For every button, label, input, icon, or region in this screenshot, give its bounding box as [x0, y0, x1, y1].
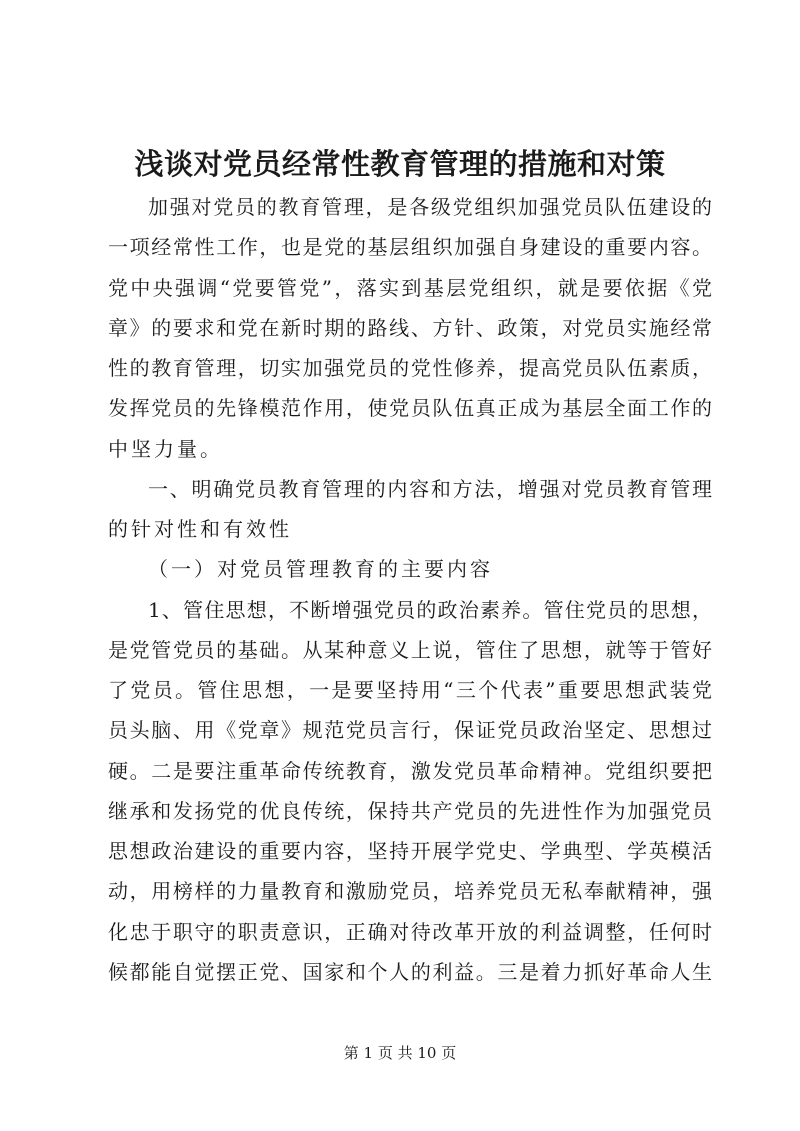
text-line: 思想政治建设的重要内容，坚持开展学党史、学典型、学英模活 [108, 839, 712, 863]
text-line: 动，用榜样的力量教育和激励党员，培养党员无私奉献精神，强 [108, 879, 712, 904]
text-line: 加强对党员的教育管理，是各级党组织加强党员队伍建设的 [148, 195, 712, 219]
text-line: 性的教育管理，切实加强党员的党性修养，提高党员队伍素质， [108, 356, 712, 380]
text-line: 1、管住思想，不断增强党员的政治素养。管住党员的思想， [148, 597, 712, 622]
text-line: 继承和发扬党的优良传统，保持共产党员的先进性作为加强党员 [108, 798, 712, 823]
text-line: 候都能自觉摆正党、国家和个人的利益。三是着力抓好革命人生 [108, 959, 712, 984]
text-line: 发挥党员的先锋模范作用，使党员队伍真正成为基层全面工作的 [108, 396, 712, 421]
text-line: 化忠于职守的职责意识，正确对待改革开放的利益调整，任何时 [108, 919, 712, 944]
text-line: 硬。二是要注重革命传统教育，激发党员革命精神。党组织要把 [108, 758, 712, 783]
text-line: 章》的要求和党在新时期的路线、方针、政策，对党员实施经常 [108, 315, 712, 340]
text-line: 了党员。管住思想，一是要坚持用“三个代表”重要思想武装党 [108, 678, 712, 702]
text-line: 一、明确党员教育管理的内容和方法，增强对党员教育管理 [148, 476, 712, 501]
text-line: 员头脑、用《党章》规范党员言行，保证党员政治坚定、思想过 [108, 718, 712, 743]
text-line: 是党管党员的基础。从某种意义上说，管住了思想，就等于管好 [108, 637, 712, 662]
text-line: 一项经常性工作，也是党的基层组织加强自身建设的重要内容。 [108, 235, 712, 260]
document-title: 浅谈对党员经常性教育管理的措施和对策 [134, 147, 666, 181]
text-line: 中坚力量。 [108, 436, 223, 461]
page-number-footer: 第 1 页 共 10 页 [343, 1044, 457, 1062]
text-line: 党中央强调“党要管党”，落实到基层党组织，就是要依据《党 [108, 275, 712, 300]
text-line: （一）对党员管理教育的主要内容 [148, 557, 493, 582]
text-line: 的针对性和有效性 [108, 517, 292, 541]
